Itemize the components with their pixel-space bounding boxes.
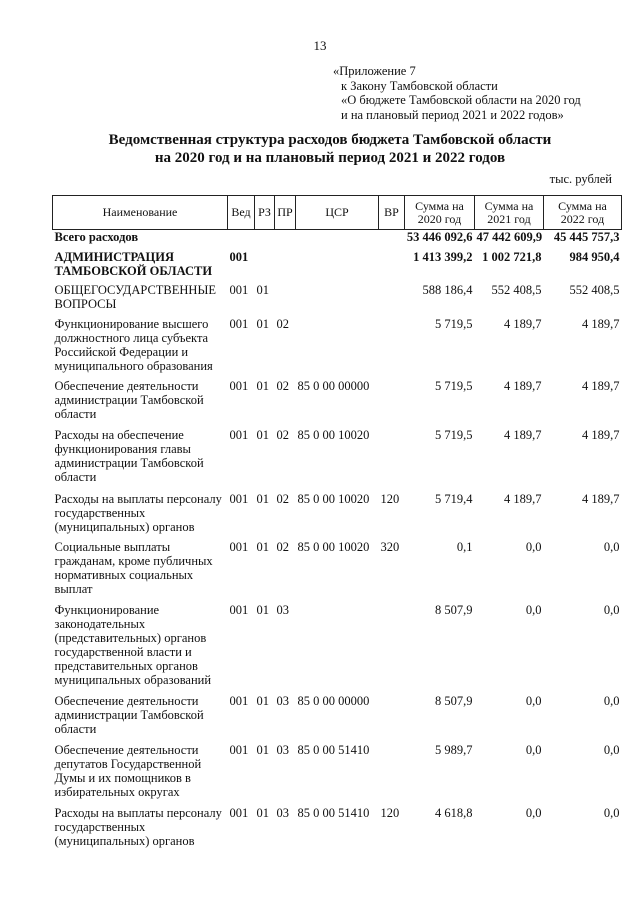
row-csr: 85 0 00 10020 — [297, 492, 370, 506]
row-sum-2020: 4 618,8 — [435, 806, 473, 820]
row-name: Обеспечение деятельности депутатов Государственной Думы и их помощников в избирательных округах — [54, 743, 202, 799]
row-csr: 85 0 00 51410 — [297, 743, 370, 757]
row-sum-2022: 4 189,7 — [582, 379, 620, 393]
row-sum-2020: 5 719,5 — [435, 317, 473, 331]
row-sum-2022: 45 445 757,3 — [553, 230, 620, 244]
row-name: Всего расходов — [54, 230, 139, 244]
row-name: ОБЩЕГОСУДАРСТВЕННЫЕ ВОПРОСЫ — [54, 283, 216, 311]
row-pr: 02 — [276, 379, 289, 393]
header-rz: РЗ — [255, 196, 275, 230]
row-rz: 01 — [256, 492, 269, 506]
row-spacer-cell — [53, 799, 622, 806]
row-name: Социальные выплаты гражданам, кроме публичных нормативных социальных выплат — [54, 540, 213, 596]
units-label: тыс. рублей — [549, 172, 612, 186]
row-pr: 02 — [276, 317, 289, 331]
row-spacer — [53, 799, 622, 806]
table-row — [53, 250, 622, 278]
row-csr — [296, 317, 379, 373]
row-spacer — [53, 421, 622, 428]
header-sum-2021: Сумма на 2021 год — [475, 196, 544, 230]
row-vr — [379, 317, 405, 373]
row-name: Обеспечение деятельности администрации Тамбовской области — [54, 379, 204, 421]
row-spacer — [53, 596, 622, 603]
row-pr: 02 — [276, 492, 289, 506]
row-vr — [379, 694, 405, 736]
row-ved: 001 — [229, 250, 249, 264]
row-name: Функционирование высшего должностного лица субъекта Российской Федерации и муниципального образования — [54, 317, 213, 373]
row-vr — [379, 283, 405, 311]
row-name: Расходы на обеспечение функционирования главы администрации Тамбовской области — [54, 428, 204, 484]
appendix-line: «О бюджете Тамбовской области на 2020 год — [341, 93, 581, 107]
row-rz — [255, 230, 275, 245]
header-name: Наименование — [53, 196, 228, 230]
row-pr — [275, 283, 296, 311]
row-csr — [296, 603, 379, 687]
row-sum-2022: 0,0 — [603, 540, 620, 554]
row-name: Обеспечение деятельности администрации Тамбовской области — [54, 694, 204, 736]
row-sum-2022: 0,0 — [603, 694, 620, 708]
row-pr: 02 — [276, 540, 289, 554]
row-spacer-cell — [53, 421, 622, 428]
row-rz: 01 — [256, 283, 269, 297]
header-csr: ЦСР — [296, 196, 379, 230]
row-vr — [379, 428, 405, 484]
row-sum-2022: 0,0 — [603, 743, 620, 757]
appendix-line: «Приложение 7 — [333, 64, 416, 78]
row-vr — [379, 743, 405, 799]
row-sum-2020: 0,1 — [456, 540, 473, 554]
row-sum-2021: 47 442 609,9 — [476, 230, 543, 244]
row-vr: 120 — [380, 492, 400, 506]
appendix-reference — [333, 64, 581, 122]
row-spacer-cell — [53, 596, 622, 603]
row-sum-2022: 4 189,7 — [582, 492, 620, 506]
row-rz: 01 — [256, 743, 269, 757]
appendix-line: и на плановый период 2021 и 2022 годов» — [341, 107, 564, 122]
row-ved — [228, 230, 255, 245]
row-sum-2021: 4 189,7 — [504, 379, 542, 393]
row-sum-2022: 0,0 — [603, 806, 620, 820]
row-spacer-cell — [53, 687, 622, 694]
table-row — [53, 743, 622, 799]
row-sum-2021: 4 189,7 — [504, 492, 542, 506]
row-ved: 001 — [229, 603, 249, 617]
row-vr — [379, 603, 405, 687]
row-sum-2021: 0,0 — [525, 694, 542, 708]
table-header-row — [53, 196, 622, 230]
table-row — [53, 230, 622, 245]
row-sum-2022: 4 189,7 — [582, 317, 620, 331]
table-row — [53, 283, 622, 311]
header-ved: Вед — [228, 196, 255, 230]
row-ved: 001 — [229, 694, 249, 708]
row-sum-2021: 4 189,7 — [504, 428, 542, 442]
row-ved: 001 — [229, 806, 249, 820]
header-sum-2020: Сумма на 2020 год — [405, 196, 475, 230]
row-ved: 001 — [229, 492, 249, 506]
row-pr — [275, 230, 296, 245]
row-sum-2020: 1 413 399,2 — [413, 250, 473, 264]
row-rz: 01 — [256, 806, 269, 820]
appendix-line: к Закону Тамбовской области — [341, 78, 498, 93]
row-vr — [379, 230, 405, 245]
row-sum-2020: 5 989,7 — [435, 743, 473, 757]
table-row — [53, 806, 622, 848]
row-rz: 01 — [256, 694, 269, 708]
table-row — [53, 603, 622, 687]
header-pr: ПР — [275, 196, 296, 230]
row-rz: 01 — [256, 379, 269, 393]
row-spacer-cell — [53, 484, 622, 492]
budget-table — [52, 195, 622, 848]
row-csr — [296, 230, 379, 245]
row-sum-2021: 1 002 721,8 — [482, 250, 542, 264]
row-csr: 85 0 00 51410 — [297, 806, 370, 820]
row-sum-2021: 552 408,5 — [491, 283, 542, 297]
row-rz: 01 — [256, 603, 269, 617]
page-number: 13 — [313, 38, 327, 53]
table-row — [53, 540, 622, 596]
row-sum-2021: 0,0 — [525, 743, 542, 757]
row-ved: 001 — [229, 540, 249, 554]
row-sum-2022: 4 189,7 — [582, 428, 620, 442]
row-sum-2021: 0,0 — [525, 806, 542, 820]
row-pr: 02 — [276, 428, 289, 442]
table-row — [53, 428, 622, 484]
row-csr: 85 0 00 10020 — [297, 540, 370, 554]
row-name: Расходы на выплаты персоналу государственных (муниципальных) органов — [54, 492, 222, 534]
row-name: Расходы на выплаты персоналу государственных (муниципальных) органов — [54, 806, 222, 848]
row-csr: 85 0 00 00000 — [297, 694, 370, 708]
row-csr — [296, 283, 379, 311]
title-line: на 2020 год и на плановый период 2021 и 2022 годов — [154, 150, 506, 166]
header-sum-2022: Сумма на 2022 год — [544, 196, 622, 230]
row-ved: 001 — [229, 283, 249, 297]
row-ved: 001 — [229, 317, 249, 331]
row-name: Функционирование законодательных (представительных) органов государственной власти и представительных органов муниципальных образований — [54, 603, 212, 687]
row-pr: 03 — [276, 603, 289, 617]
row-rz: 01 — [256, 428, 269, 442]
row-sum-2021: 0,0 — [525, 603, 542, 617]
row-csr: 85 0 00 10020 — [297, 428, 370, 442]
table-row — [53, 379, 622, 421]
row-vr: 120 — [380, 806, 400, 820]
row-ved: 001 — [229, 428, 249, 442]
row-pr — [275, 250, 296, 278]
row-rz: 01 — [256, 317, 269, 331]
row-ved: 001 — [229, 743, 249, 757]
row-sum-2020: 8 507,9 — [435, 603, 473, 617]
row-sum-2022: 0,0 — [603, 603, 620, 617]
row-pr: 03 — [276, 743, 289, 757]
row-sum-2021: 0,0 — [525, 540, 542, 554]
row-csr — [296, 250, 379, 278]
row-pr: 03 — [276, 694, 289, 708]
row-vr — [379, 379, 405, 421]
row-sum-2021: 4 189,7 — [504, 317, 542, 331]
row-spacer — [53, 484, 622, 492]
title-line: Ведомственная структура расходов бюджета Тамбовской области — [108, 132, 552, 148]
document-title — [40, 131, 620, 167]
row-csr: 85 0 00 00000 — [297, 379, 370, 393]
row-vr — [379, 250, 405, 278]
header-vr: ВР — [379, 196, 405, 230]
row-vr: 320 — [380, 540, 400, 554]
row-rz — [255, 250, 275, 278]
row-spacer-cell — [53, 736, 622, 743]
table-row — [53, 492, 622, 534]
row-spacer — [53, 687, 622, 694]
row-sum-2020: 53 446 092,6 — [406, 230, 473, 244]
row-sum-2020: 5 719,4 — [435, 492, 473, 506]
row-sum-2020: 8 507,9 — [435, 694, 473, 708]
row-rz: 01 — [256, 540, 269, 554]
row-sum-2022: 552 408,5 — [569, 283, 620, 297]
row-name: АДМИНИСТРАЦИЯ ТАМБОВСКОЙ ОБЛАСТИ — [54, 250, 213, 278]
row-sum-2020: 588 186,4 — [422, 283, 473, 297]
row-pr: 03 — [276, 806, 289, 820]
row-sum-2020: 5 719,5 — [435, 379, 473, 393]
table-row — [53, 317, 622, 373]
row-sum-2020: 5 719,5 — [435, 428, 473, 442]
row-spacer — [53, 736, 622, 743]
row-sum-2022: 984 950,4 — [569, 250, 620, 264]
table-row — [53, 694, 622, 736]
row-ved: 001 — [229, 379, 249, 393]
